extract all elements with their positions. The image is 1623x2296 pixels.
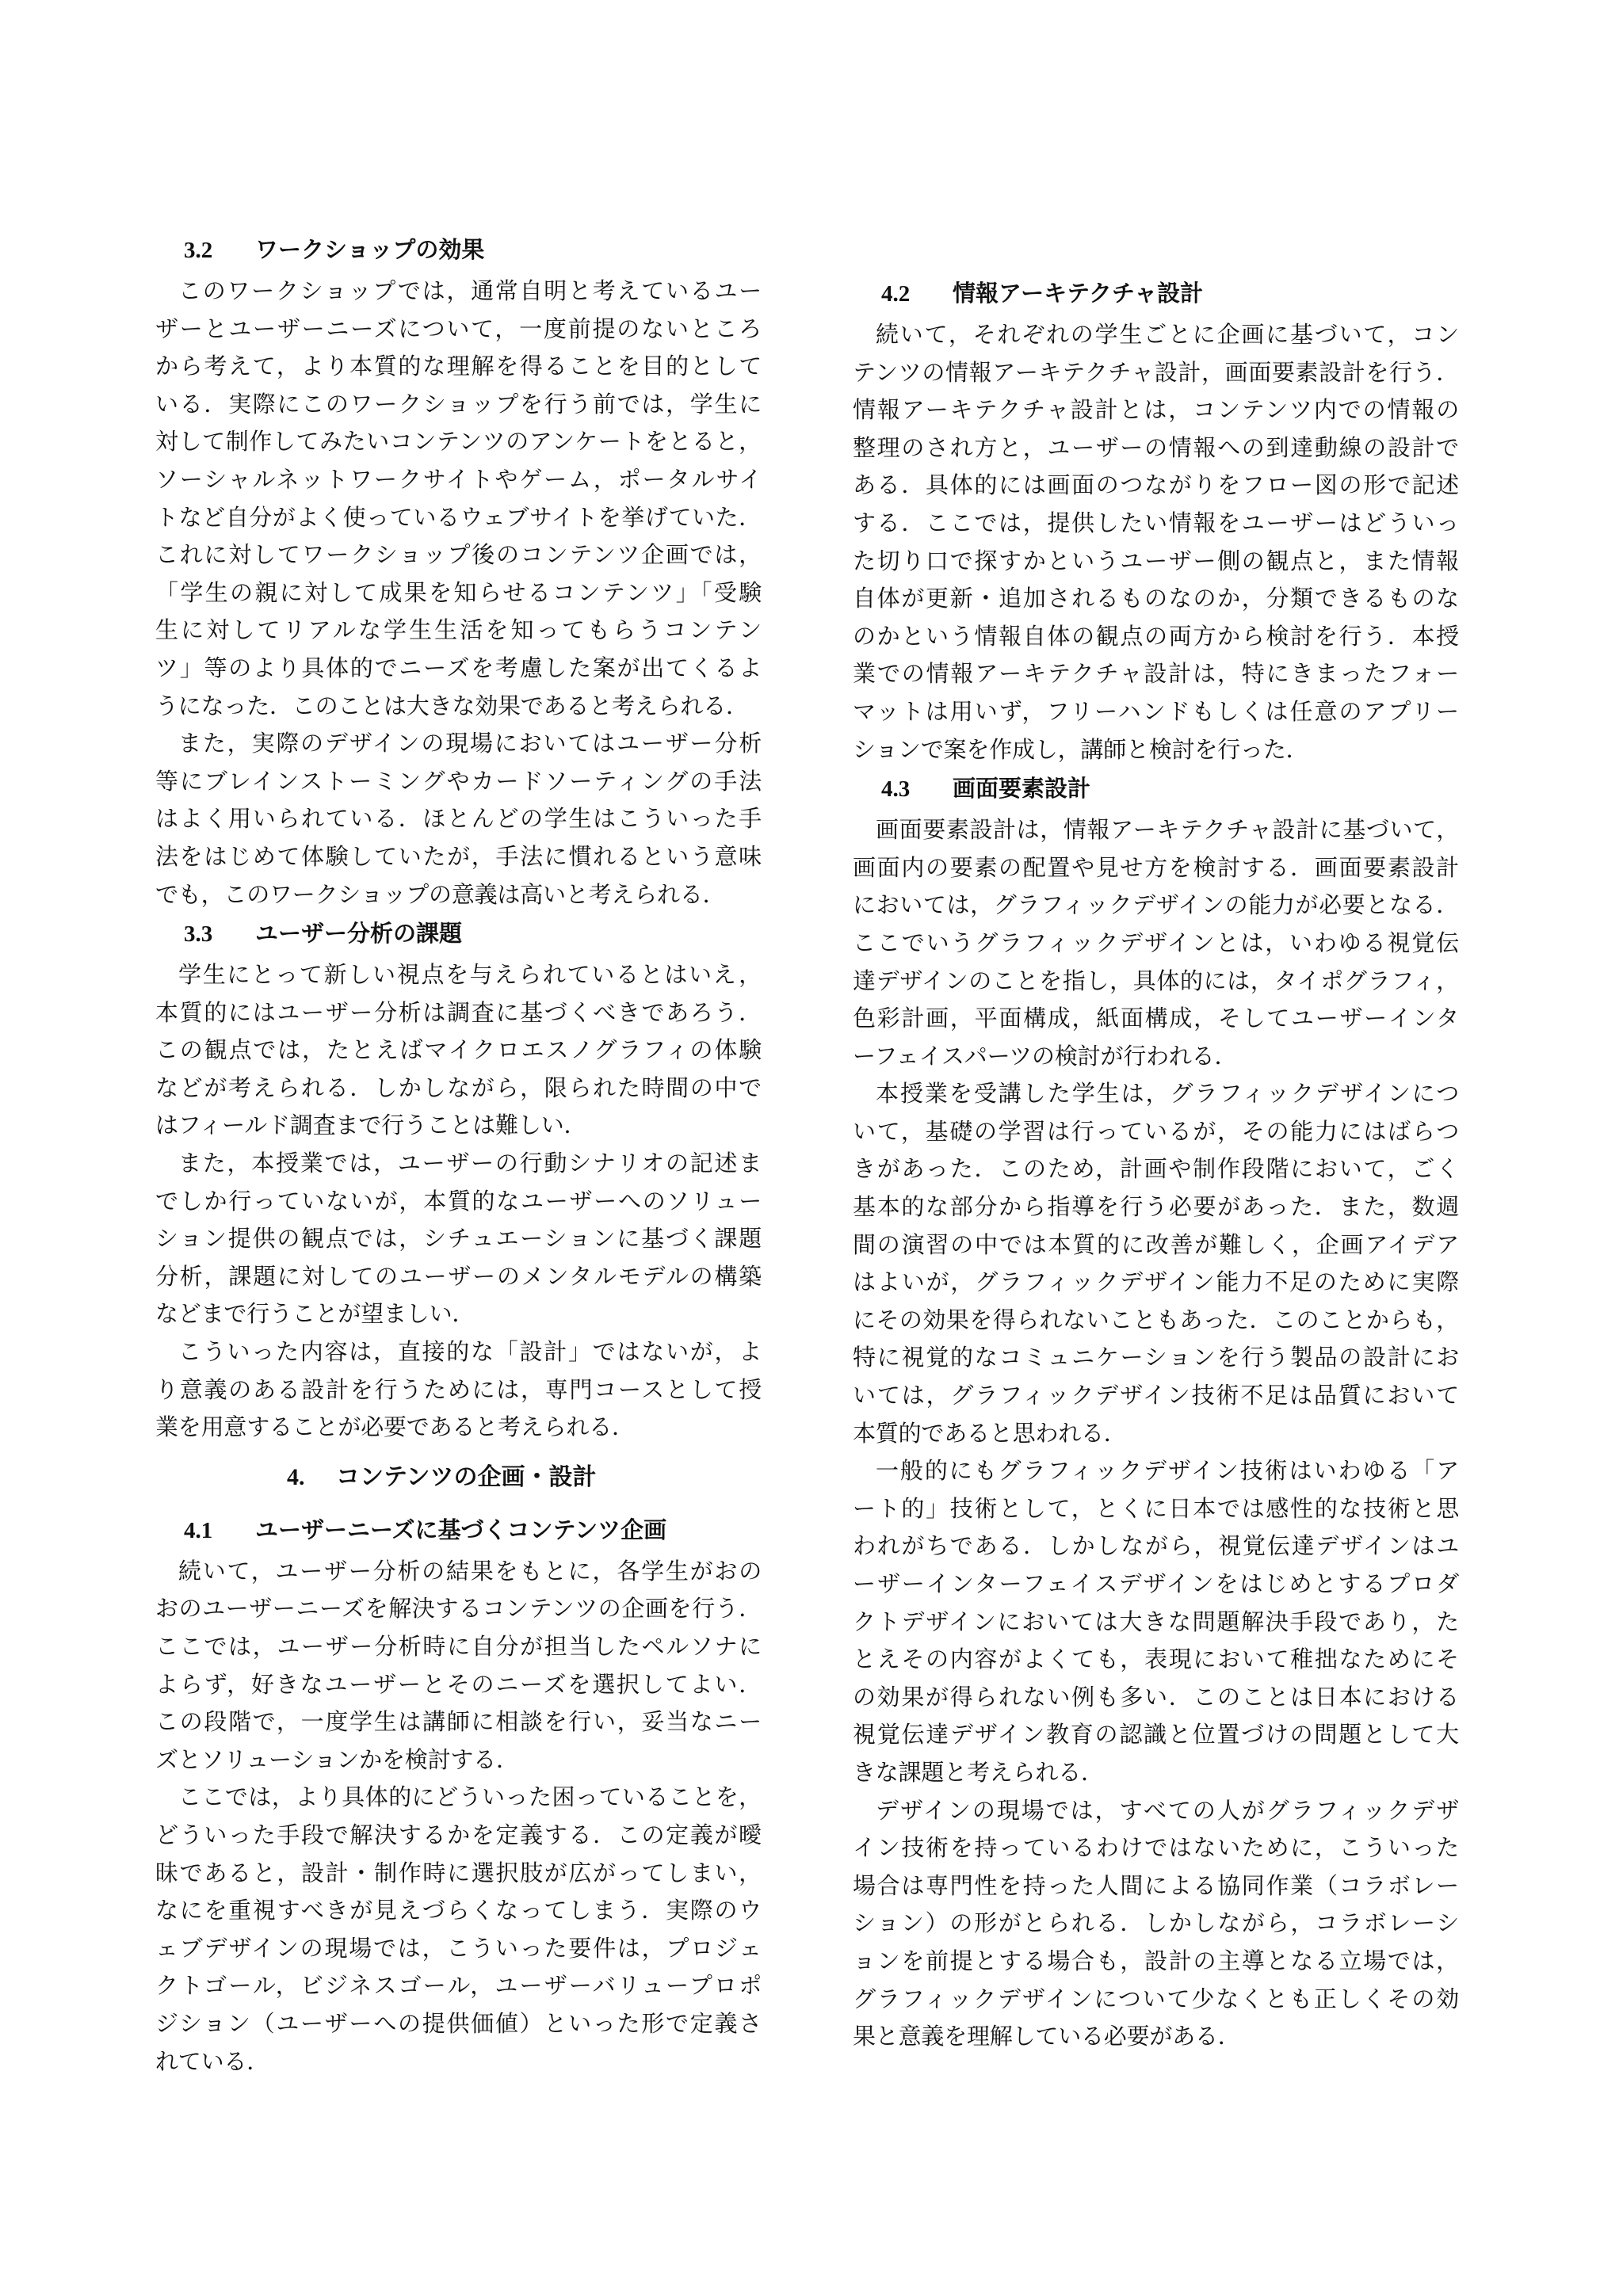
text-line: きがあった．このため，計画や制作段階において，ごく: [853, 1155, 1459, 1183]
text-line: 情報アーキテクチャ設計とは，コンテンツ内での情報の: [853, 396, 1459, 424]
text-line: ツ」等のより具体的でニーズを考慮した案が出てくるよ: [155, 654, 762, 681]
text-line: おのユーザーニーズを解決するコンテンツの企画を行う．: [155, 1595, 762, 1623]
heading-number: 3.2: [184, 238, 213, 263]
subsection-heading: [853, 769, 1459, 808]
text-line: ション）の形がとられる．しかしながら，コラボレーシ: [853, 1909, 1459, 1937]
text-line: ーフェイスパーツの検討が行われる．: [853, 1042, 1238, 1070]
text-line: 等にブレインストーミングやカードソーティングの手法: [155, 767, 762, 795]
text-line: ある．具体的には画面のつながりをフロー図の形で記述: [853, 471, 1459, 499]
text-line: いて，基礎の学習は行っているが，その能力にはばらつ: [853, 1117, 1459, 1145]
text-line: 本授業を受講した学生は，グラフィックデザインにつ: [876, 1080, 1459, 1108]
text-line: なにを重視すべきが見えづらくなってしまう．実際のウ: [155, 1897, 762, 1924]
text-line: デザインの現場では，すべての人がグラフィックデザ: [876, 1796, 1459, 1824]
text-line: クトゴール，ビジネスゴール，ユーザーバリュープロポ: [155, 1972, 762, 2000]
text-line: 間の演習の中では本質的に改善が難しく，企画アイデア: [853, 1230, 1459, 1258]
text-line: このワークショップでは，通常自明と考えているユー: [178, 277, 762, 304]
text-line: 対して制作してみたいコンテンツのアンケートをとると，: [155, 428, 762, 456]
text-line: 本質的であると思われる．: [853, 1419, 1127, 1447]
text-line: 自体が更新・追加されるものなのか，分類できるものな: [853, 585, 1459, 612]
text-line: どういった手段で解決するかを定義する．この定義が曖: [155, 1821, 762, 1848]
text-line: ションで案を作成し，講師と検討を行った．: [853, 735, 1309, 763]
text-line: 画面内の要素の配置や見せ方を検討する．画面要素設計: [853, 853, 1459, 881]
text-line: 「学生の親に対して成果を知らせるコンテンツ」「受験: [155, 578, 762, 606]
text-line: はフィールド調査まで行うことは難しい．: [155, 1112, 587, 1139]
text-line: マットは用いず，フリーハンドもしくは任意のアプリー: [853, 697, 1459, 725]
text-line: グラフィックデザインについて少なくとも正しくその効: [853, 1985, 1459, 2012]
text-line: 視覚伝達デザイン教育の認識と位置づけの問題として大: [853, 1721, 1459, 1749]
paragraph: [853, 811, 1459, 1075]
text-line: この観点では，たとえばマイクロエスノグラフィの体験: [155, 1036, 762, 1064]
subsection-heading: [155, 1510, 762, 1550]
text-line: 基本的な部分から指導を行う必要があった．また，数週: [853, 1193, 1459, 1221]
text-line: ズとソリューションかを検討する．: [155, 1745, 519, 1773]
text-line: などまで行うことが望ましい．: [155, 1300, 475, 1328]
text-line: から考えて，より本質的な理解を得ることを目的として: [155, 353, 762, 380]
text-line: にその効果を得られないこともあった．このことからも，: [853, 1306, 1459, 1333]
text-line: きな課題と考えられる．: [853, 1758, 1104, 1786]
text-line: 続いて，それぞれの学生ごとに企画に基づいて，コン: [876, 321, 1459, 348]
text-line: ーザーインターフェイスデザインをはじめとするプロダ: [853, 1570, 1459, 1597]
text-line: する．ここでは，提供したい情報をユーザーはどういっ: [853, 509, 1459, 536]
heading-number: 3.3: [184, 921, 213, 948]
text-line: 分析，課題に対してのユーザーのメンタルモデルの構築: [155, 1262, 762, 1290]
text-line: のかという情報自体の観点の両方から検討を行う．本授: [853, 622, 1459, 650]
text-line: 画面要素設計は，情報アーキテクチャ設計に基づいて，: [876, 816, 1459, 844]
text-line: ソーシャルネットワークサイトやゲーム，ポータルサイ: [155, 465, 762, 493]
text-line: ェブデザインの現場では，こういった要件は，プロジェ: [155, 1934, 762, 1962]
text-line: 学生にとって新しい視点を与えられているとはいえ，: [178, 961, 762, 989]
paragraph: [853, 316, 1459, 769]
text-line: ション提供の観点では，シチュエーションに基づく課題: [155, 1225, 762, 1253]
text-line: 法をはじめて体験していたが，手法に慣れるという意味: [155, 842, 762, 870]
text-line: などが考えられる．しかしながら，限られた時間の中で: [155, 1074, 762, 1101]
text-line: の効果が得られない例も多い．このことは日本における: [853, 1683, 1459, 1711]
text-line: ョンを前提とする場合も，設計の主導となる立場では，: [853, 1947, 1459, 1974]
paragraph: [155, 956, 762, 1145]
paragraph: [155, 1553, 762, 1779]
text-line: でしか行っていないが，本質的なユーザーへのソリュー: [155, 1187, 762, 1215]
text-line: 達デザインのことを指し，具体的には，タイポグラフィ，: [853, 967, 1459, 994]
text-line: 果と意義を理解している必要がある．: [853, 2023, 1241, 2050]
text-line: ここでは，より具体的にどういった困っていることを，: [178, 1783, 762, 1811]
heading-title: 情報アーキテクチャ設計: [953, 280, 1204, 307]
text-line: においては，グラフィックデザインの能力が必要となる．: [853, 891, 1459, 919]
text-line: いる．実際にこのワークショップを行う前では，学生に: [155, 390, 762, 418]
text-line: この段階で，一度学生は講師に相談を行い，妥当なニー: [155, 1708, 762, 1736]
text-line: 昧であると，設計・制作時に選択肢が広がってしまい，: [155, 1859, 762, 1886]
text-line: とえその内容がよくても，表現において稚拙なためにそ: [853, 1646, 1459, 1673]
paragraph: [853, 1792, 1459, 2056]
text-line: テンツの情報アーキテクチャ設計，画面要素設計を行う．: [853, 358, 1459, 386]
text-line: ここでは，ユーザー分析時に自分が担当したペルソナに: [155, 1633, 762, 1660]
text-line: クトデザインにおいては大きな問題解決手段であり，た: [853, 1608, 1459, 1635]
text-line: でも，このワークショップの意義は高いと考えられる．: [155, 880, 726, 908]
text-line: 場合は専門性を持った人間による協同作業（コラボレー: [853, 1871, 1459, 1899]
text-line: 色彩計画，平面構成，紙面構成，そしてユーザーインタ: [853, 1005, 1459, 1032]
text-line: 続いて，ユーザー分析の結果をもとに，各学生がおの: [178, 1557, 762, 1585]
paragraph: [853, 1452, 1459, 1791]
text-line: これに対してワークショップ後のコンテンツ企画では，: [155, 541, 762, 569]
text-line: はよく用いられている．ほとんどの学生はこういった手: [155, 805, 762, 833]
paragraph: [155, 1779, 762, 2081]
text-line: 一般的にもグラフィックデザイン技術はいわゆる「ア: [876, 1457, 1459, 1485]
text-line: こういった内容は，直接的な「設計」ではないが，よ: [178, 1338, 762, 1366]
heading-number: 4.: [287, 1463, 305, 1490]
heading-number: 4.2: [881, 281, 911, 307]
text-line: ート的」技術として，とくに日本では感性的な技術と思: [853, 1494, 1459, 1522]
paragraph: [155, 1145, 762, 1333]
heading-number: 4.1: [184, 1517, 213, 1543]
text-line: トなど自分がよく使っているウェブサイトを挙げていた．: [155, 503, 762, 531]
text-line: ジション（ユーザーへの提供価値）といった形で定義さ: [155, 2009, 762, 2037]
text-line: 本質的にはユーザー分析は調査に基づくべきであろう．: [155, 998, 762, 1026]
paragraph: [853, 1075, 1459, 1452]
text-line: 特に視覚的なコミュニケーションを行う製品の設計にお: [853, 1344, 1459, 1371]
text-line: イン技術を持っているわけではないために，こういった: [853, 1834, 1459, 1862]
paragraph: [155, 273, 762, 725]
text-line: いては，グラフィックデザイン技術不足は品質において: [853, 1382, 1459, 1409]
left-column: [155, 230, 762, 2081]
text-line: うになった．このことは大きな効果であると考えられる．: [155, 692, 749, 719]
heading-title: コンテンツの企画・設計: [336, 1463, 597, 1491]
text-line: 業での情報アーキテクチャ設計は，特にきまったフォー: [853, 660, 1459, 688]
heading-title: 画面要素設計: [953, 775, 1091, 803]
text-line: よらず，好きなユーザーとそのニーズを選択してよい．: [155, 1670, 762, 1698]
text-line: り意義のある設計を行うためには，専門コースとして授: [155, 1375, 762, 1403]
paragraph: [155, 1333, 762, 1447]
subsection-heading: [155, 230, 762, 269]
heading-title: ワークショップの効果: [255, 236, 485, 263]
text-line: 生に対してリアルな学生生活を知ってもらうコンテン: [155, 616, 762, 644]
section-heading: [155, 1458, 762, 1497]
text-line: た切り口で探すかというユーザー側の観点と，また情報: [853, 547, 1459, 574]
heading-number: 4.3: [881, 776, 911, 803]
text-line: われがちである．しかしながら，視覚伝達デザインはユ: [853, 1532, 1459, 1560]
text-line: ザーとユーザーニーズについて，一度前提のないところ: [155, 315, 762, 342]
text-line: はよいが，グラフィックデザイン能力不足のために実際: [853, 1268, 1459, 1296]
text-line: ここでいうグラフィックデザインとは，いわゆる視覚伝: [853, 929, 1459, 956]
paragraph: [155, 725, 762, 913]
text-line: 整理のされ方と，ユーザーの情報への到達動線の設計で: [853, 433, 1459, 461]
right-column: [853, 273, 1459, 2056]
text-line: また，本授業では，ユーザーの行動シナリオの記述ま: [178, 1150, 762, 1177]
subsection-heading: [853, 273, 1459, 313]
text-line: また，実際のデザインの現場においてはユーザー分析: [178, 730, 762, 757]
heading-title: ユーザー分析の課題: [255, 920, 463, 948]
subsection-heading: [155, 913, 762, 953]
text-line: れている．: [155, 2047, 270, 2075]
text-line: 業を用意することが必要であると考えられる．: [155, 1413, 635, 1441]
heading-title: ユーザーニーズに基づくコンテンツ企画: [255, 1516, 667, 1543]
